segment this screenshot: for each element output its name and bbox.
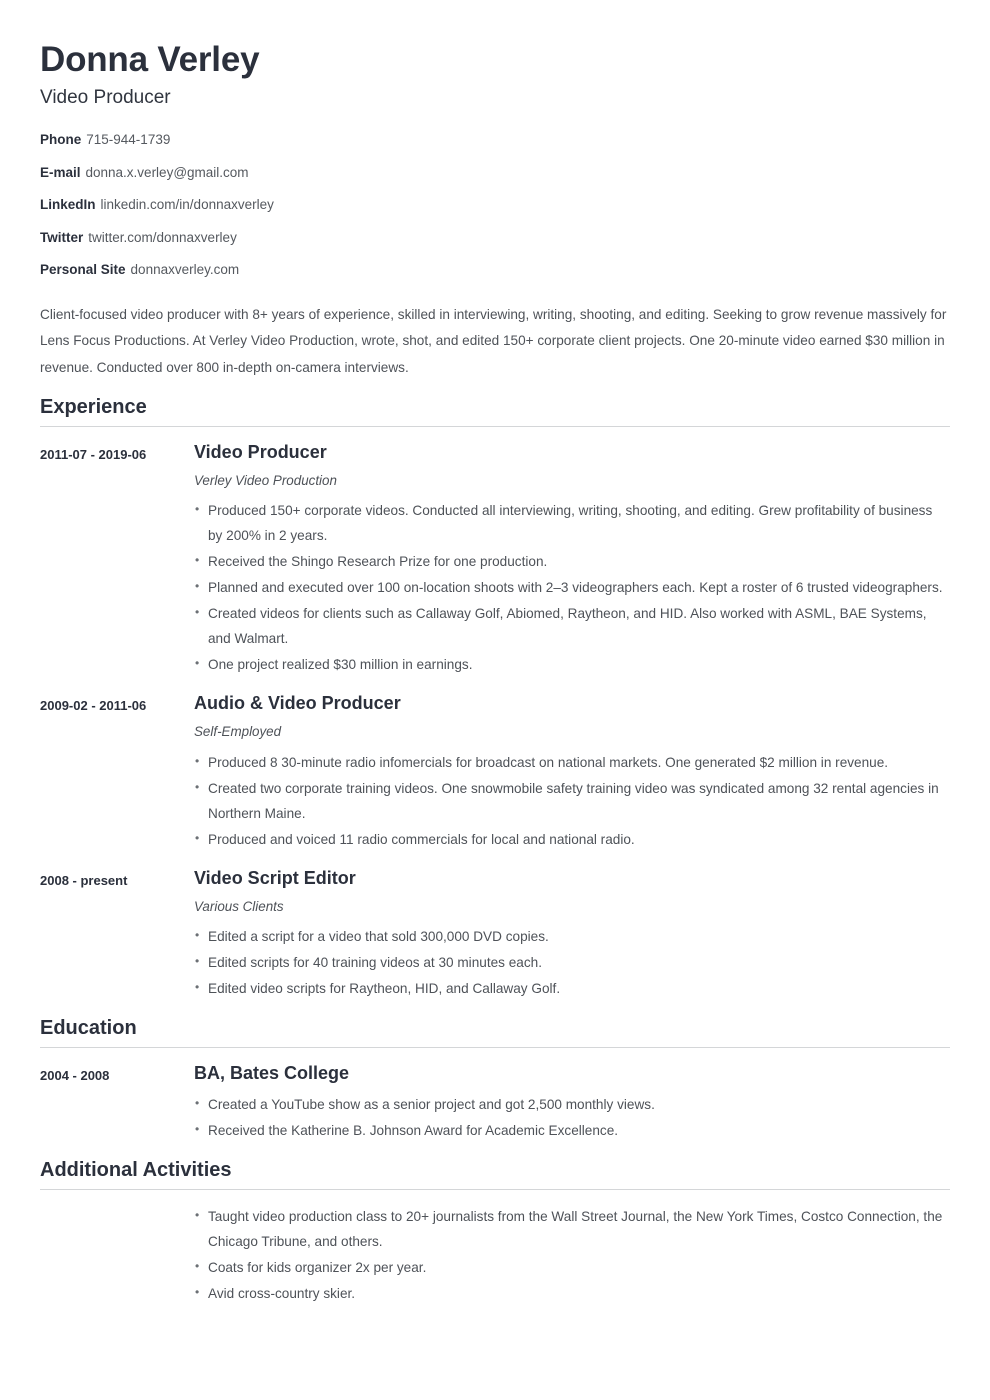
contact-value[interactable]: 715-944-1739 xyxy=(86,131,171,147)
contact-label: LinkedIn xyxy=(40,197,96,213)
entry-body xyxy=(194,867,950,1002)
entry-dates: 2009-02 - 2011-06 xyxy=(40,698,147,714)
section-education xyxy=(40,1016,950,1144)
entry-bullet-list xyxy=(194,924,950,1001)
resume-entry xyxy=(40,441,950,678)
contact-label: Twitter xyxy=(40,229,84,245)
entry-bullet-list xyxy=(194,498,950,677)
list-item: • Produced 150+ corporate videos. Conducted all interviewing, writing, shooting, and editing. Grew profitability of business by 200% in 2 years. xyxy=(194,498,950,548)
contact-row xyxy=(40,228,950,248)
resume-entry xyxy=(40,692,950,852)
entry-body xyxy=(194,441,950,678)
entry-bullet-list xyxy=(194,750,950,852)
list-item: • One project realized $30 million in earnings. xyxy=(194,652,950,677)
resume-entry xyxy=(40,867,950,1002)
contact-label: E-mail xyxy=(40,164,81,180)
contact-label: Phone xyxy=(40,131,82,147)
list-item: • Avid cross-country skier. xyxy=(194,1281,950,1306)
section-heading-education: Education xyxy=(40,1016,137,1039)
list-item: • Produced 8 30-minute radio infomercials for broadcast on national markets. One generated $2 million in revenue. xyxy=(194,750,950,775)
entry-title: Video Script Editor xyxy=(194,867,356,888)
entry-organization: Self-Employed xyxy=(194,724,282,740)
list-item: • Created a YouTube show as a senior project and got 2,500 monthly views. xyxy=(194,1092,950,1117)
list-item: • Planned and executed over 100 on-location shoots with 2–3 videographers each. Kept a roster of 6 trusted videographers. xyxy=(194,575,950,600)
section-divider xyxy=(40,426,950,427)
entry-bullet-list xyxy=(194,1204,950,1306)
additional-activities-entries xyxy=(40,1204,950,1307)
list-item: • Edited video scripts for Raytheon, HID, and Callaway Golf. xyxy=(194,976,950,1001)
contact-row xyxy=(40,130,950,150)
list-item: • Coats for kids organizer 2x per year. xyxy=(194,1255,950,1280)
section-experience xyxy=(40,395,950,1001)
section-heading-experience: Experience xyxy=(40,396,147,419)
job-title-subtitle: Video Producer xyxy=(40,87,171,109)
contact-row xyxy=(40,260,950,280)
entry-title: BA, Bates College xyxy=(194,1062,350,1083)
list-item: • Taught video production class to 20+ journalists from the Wall Street Journal, the New York Times, Costco Connection, the Chicago Tribune, and others. xyxy=(194,1204,950,1254)
resume-entry xyxy=(40,1062,950,1144)
list-item: • Edited scripts for 40 training videos at 30 minutes each. xyxy=(194,950,950,975)
entry-dates: 2008 - present xyxy=(40,872,128,888)
entry-dates: 2004 - 2008 xyxy=(40,1067,110,1083)
list-item: • Received the Shingo Research Prize for one production. xyxy=(194,549,950,574)
section-heading-additional-activities: Additional Activities xyxy=(40,1158,232,1181)
list-item: • Created videos for clients such as Callaway Golf, Abiomed, Raytheon, and HID. Also worked with ASML, BAE Systems, and Walmart. xyxy=(194,601,950,651)
section-divider xyxy=(40,1047,950,1048)
contact-row xyxy=(40,195,950,215)
contact-list xyxy=(40,130,950,280)
education-entries xyxy=(40,1062,950,1144)
entry-body xyxy=(194,1062,950,1144)
section-divider xyxy=(40,1189,950,1190)
professional-summary: Client-focused video producer with 8+ years of experience, skilled in interviewing, writing, shooting, and editing. Seeking to grow revenue massively for Lens Focus Productions. At Verley Video Production, wrote, shot, and edited 150+ corporate client projects. One 20-minute video earned $30 million in revenue. Conducted over 800 in-depth on-camera interviews. xyxy=(40,306,947,375)
entry-organization: Verley Video Production xyxy=(194,473,337,489)
contact-label: Personal Site xyxy=(40,262,126,278)
list-item: • Created two corporate training videos. One snowmobile safety training video was syndicated among 32 rental agencies in Northern Maine. xyxy=(194,776,950,826)
contact-row xyxy=(40,163,950,183)
experience-entries xyxy=(40,441,950,1001)
entry-bullet-list xyxy=(194,1092,950,1143)
list-item: • Received the Katherine B. Johnson Award for Academic Excellence. xyxy=(194,1118,950,1143)
contact-value[interactable]: donna.x.verley@gmail.com xyxy=(85,164,249,180)
section-additional-activities xyxy=(40,1158,950,1307)
contact-value[interactable]: donnaxverley.com xyxy=(130,262,240,278)
contact-value[interactable]: linkedin.com/in/donnaxverley xyxy=(100,197,274,213)
list-item: • Produced and voiced 11 radio commercials for local and national radio. xyxy=(194,827,950,852)
entry-title: Video Producer xyxy=(194,442,327,463)
entry-body xyxy=(194,1204,950,1307)
list-item: • Edited a script for a video that sold 300,000 DVD copies. xyxy=(194,924,950,949)
contact-value[interactable]: twitter.com/donnaxverley xyxy=(88,229,237,245)
resume-entry xyxy=(40,1204,950,1307)
entry-organization: Various Clients xyxy=(194,898,284,914)
entry-dates xyxy=(40,1204,194,1208)
page-title: Donna Verley xyxy=(40,40,260,79)
entry-dates: 2011-07 - 2019-06 xyxy=(40,447,147,463)
entry-title: Audio & Video Producer xyxy=(194,693,401,714)
entry-body xyxy=(194,692,950,852)
